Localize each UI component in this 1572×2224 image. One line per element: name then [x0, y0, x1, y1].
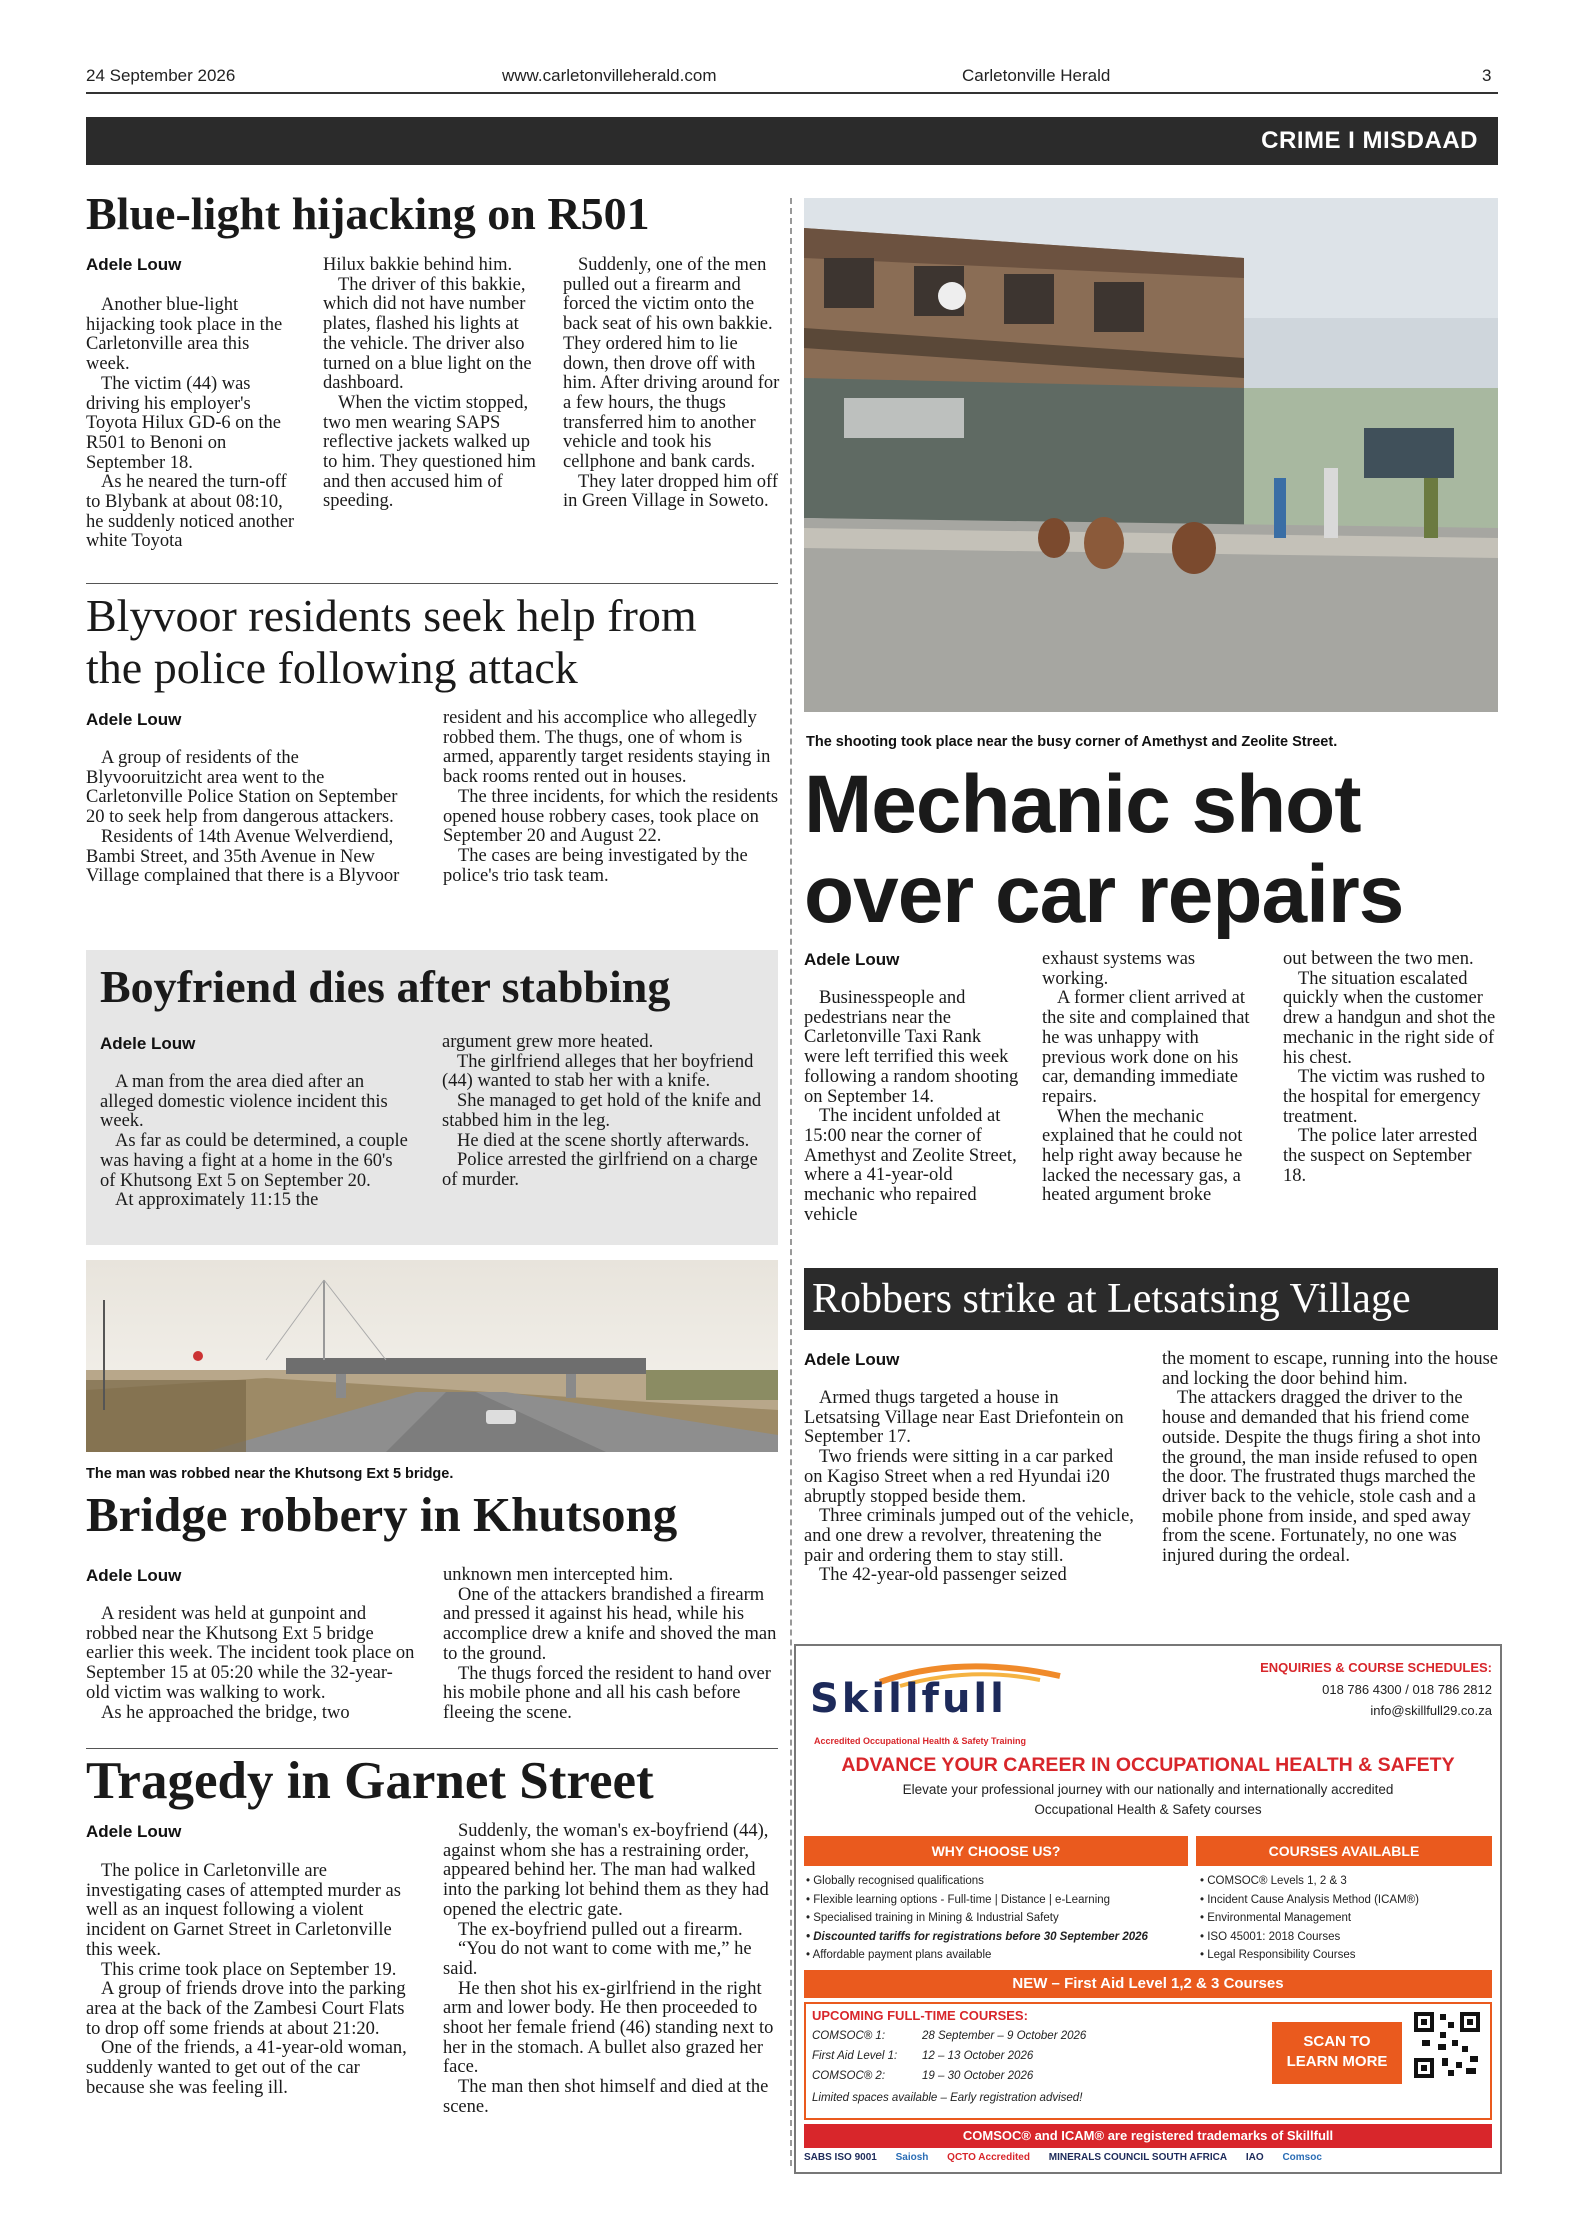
paragraph: When the victim stopped, two men wearing SAPS reflective jackets walked up to him. They questioned him and then accused him of speeding. [323, 392, 536, 512]
article5-col1 [86, 1862, 416, 2098]
courses-heading: COURSES AVAILABLE [1196, 1836, 1492, 1866]
paragraph: argument grew more heated. [442, 1032, 654, 1052]
list-item: • Specialised training in Mining & Industrial Safety [806, 1909, 1190, 1928]
brand-tagline: Accredited Occupational Health & Safety Training [814, 1736, 1027, 1746]
bridge-illustration [86, 1260, 778, 1452]
paragraph: One of the attackers brandished a firearm and pressed it against his head, while his accomplice drew a knife and shoved the man to the ground. [443, 1584, 777, 1664]
paragraph: Hilux bakkie behind him. [323, 255, 513, 275]
paragraph: Businesspeople and pedestrians near the Carletonville Taxi Rank were left terrified this week following a random shooting on September 14. [804, 988, 1019, 1107]
list-item: • Affordable payment plans available [806, 1946, 1190, 1965]
paragraph: Two friends were sitting in a car parked on Kagiso Street when a red Hyundai i20 abruptly stopped beside them. [804, 1447, 1114, 1507]
article2-byline: Adele Louw [86, 710, 182, 729]
new-courses-banner: NEW – First Aid Level 1,2 & 3 Courses [804, 1970, 1492, 1998]
paragraph: When the mechanic explained that he could not help right away because he lacked the necessary gas, a heated argument broke [1042, 1106, 1243, 1206]
article-separator [86, 583, 778, 584]
paragraph: He then shot his ex-girlfriend in the right arm and lower body. He then proceeded to shoot her female friend (46) standing next to her in the stomach. A bullet also grazed her face. [443, 1978, 774, 2078]
article6-col2 [1042, 950, 1264, 1206]
paragraph: One of the friends, a 41-year-old woman, suddenly wanted to get out of the car because she was feeling ill. [86, 2038, 407, 2098]
accreditation-logos [804, 2152, 1492, 2170]
article4-col1 [86, 1605, 416, 1723]
comsoc-logo: Comsoc [1282, 2152, 1322, 2163]
article7-col1 [804, 1389, 1134, 1586]
section-label: CRIME I MISDAAD [1261, 127, 1478, 154]
list-item: • Flexible learning options - Full-time | Distance | e-Learning [806, 1891, 1190, 1910]
headline-line: the police following attack [86, 641, 578, 693]
article6-col3 [1283, 950, 1498, 1186]
paragraph: As far as could be determined, a couple was having a fight at a home in the 60's of Khutsong Ext 5 on September 20. [100, 1131, 408, 1191]
article5-byline: Adele Louw [86, 1822, 182, 1841]
qcto-logo: QCTO Accredited [947, 2152, 1030, 2163]
article5-col2 [443, 1822, 779, 2118]
paragraph: out between the two men. [1283, 949, 1474, 969]
saiosh-logo: Saiosh [895, 2152, 929, 2163]
paragraph: A resident was held at gunpoint and robbed near the Khutsong Ext 5 bridge earlier this week. The incident took place on September 15 at 05:20 while the 32-year-old victim was walking to work. [86, 1604, 415, 1703]
headline-line: Mechanic shot [804, 759, 1361, 850]
paragraph: As he approached the bridge, two [101, 1702, 350, 1723]
paragraph: exhaust systems was working. [1042, 949, 1196, 989]
article1-col3 [563, 256, 783, 512]
phone-numbers[interactable]: 018 786 4300 / 018 786 2812 [1322, 1682, 1492, 1697]
courses-list [1200, 1872, 1496, 1965]
paragraph: The victim was rushed to the hospital for emergency treatment. [1283, 1067, 1486, 1127]
article5-headline: Tragedy in Garnet Street [86, 1752, 654, 1810]
paragraph: “You do not want to come with me,” he said. [443, 1939, 752, 1979]
publication-name: Carletonville Herald [962, 66, 1111, 85]
paragraph: Armed thugs targeted a house in Letsatsing Village near East Driefontein on September 17. [804, 1388, 1124, 1448]
paragraph: The police later arrested the suspect on September 18. [1283, 1126, 1478, 1186]
website-link[interactable]: www.carletonvilleherald.com [502, 66, 717, 85]
sabs-logo: SABS ISO 9001 [804, 2152, 877, 2163]
paragraph: The victim (44) was driving his employer's Toyota Hilux GD-6 on the R501 to Benoni on September 18. [86, 373, 281, 473]
article3-col1 [100, 1073, 408, 1211]
paragraph: Suddenly, the woman's ex-boyfriend (44), against whom she has a restraining order, appeared behind her. The man had walked into the parking lot behind them as they had opened the electric gate. [443, 1821, 769, 1920]
email-address[interactable]: info@skillfull29.co.za [1370, 1703, 1492, 1718]
article1-col2 [323, 256, 538, 512]
minerals-council-logo: MINERALS COUNCIL SOUTH AFRICA [1048, 2152, 1228, 2163]
article7-headline-band [804, 1268, 1498, 1330]
upcoming-row [812, 2030, 1086, 2042]
street-photo-caption: The shooting took place near the busy corner of Amethyst and Zeolite Street. [806, 734, 1338, 750]
paragraph: Police arrested the girlfriend on a charge of murder. [442, 1150, 758, 1190]
article7-col2 [1162, 1350, 1498, 1567]
article7-byline: Adele Louw [804, 1350, 900, 1369]
paragraph: The man then shot himself and died at the scene. [443, 2077, 769, 2117]
paragraph: As he neared the turn-off to Blybank at about 08:10, he suddenly noticed another white Toyota [86, 472, 295, 552]
course-dates: 28 September – 9 October 2026 [922, 2030, 1087, 2042]
paragraph: A man from the area died after an alleged domestic violence incident this week. [100, 1072, 388, 1132]
paragraph: The situation escalated quickly when the customer drew a handgun and shot the mechanic in the right side of his chest. [1283, 968, 1496, 1068]
bridge-photo-caption: The man was robbed near the Khutsong Ext 5 bridge. [86, 1466, 454, 1482]
list-item: • COMSOC® Levels 1, 2 & 3 [1200, 1872, 1496, 1891]
course-name: COMSOC® 2: [812, 2070, 886, 2082]
paragraph: The attackers dragged the driver to the house and demanded that his friend come outside. Despite the thugs firing a shot into the ground, the man inside refused to open the door. The frustrated thugs marched the driver back to the vehicle, stole cash and a mobile phone from inside, and sped away from the scene. Fortunately, no one was injured during the ordeal. [1162, 1388, 1481, 1567]
article6-col1 [804, 989, 1020, 1225]
street-illustration [804, 198, 1498, 712]
paragraph: She managed to get hold of the knife and stabbed him in the leg. [442, 1091, 762, 1131]
list-item: • Incident Cause Analysis Method (ICAM®) [1200, 1891, 1496, 1910]
paragraph: resident and his accomplice who allegedly robbed them. The thugs, one of whom is armed, apparently target residents staying in back rooms rented out in houses. [443, 708, 771, 788]
article4-byline: Adele Louw [86, 1566, 182, 1585]
upcoming-title: UPCOMING FULL-TIME COURSES: [812, 2008, 1028, 2023]
article3-col2 [442, 1033, 768, 1191]
headline-line: Blyvoor residents seek help from [86, 590, 697, 641]
list-item: • Environmental Management [1200, 1909, 1496, 1928]
paragraph: The cases are being investigated by the police's trio task team. [443, 845, 748, 886]
paragraph: A group of friends drove into the parking area at the back of the Zambesi Court Flats to drop off some friends at about 21:20. [86, 1979, 406, 2039]
course-dates: 12 – 13 October 2026 [922, 2050, 1034, 2062]
brand-name: Skillfull [810, 1676, 1007, 1722]
scan-to-learn-button[interactable] [1272, 2022, 1402, 2084]
skillfull-logo [810, 1660, 1150, 1746]
paragraph: The girlfriend alleges that her boyfriend (44) wanted to stab her with a knife. [442, 1051, 754, 1092]
iao-logo: IAO [1245, 2152, 1264, 2163]
article6-headline [804, 759, 1504, 941]
paragraph: This crime took place on September 19. [101, 1959, 397, 1980]
article3-byline: Adele Louw [100, 1034, 196, 1053]
scan-label: SCAN TO [1303, 2033, 1371, 2050]
qr-code-icon[interactable] [1412, 2010, 1482, 2080]
ad-subline: Elevate your professional journey with our nationally and internationally accredited [902, 1782, 1394, 1797]
skillfull-advertisement[interactable] [794, 1644, 1502, 2174]
course-name: COMSOC® 1: [812, 2030, 886, 2042]
upcoming-row [812, 2070, 1033, 2082]
paragraph: He died at the scene shortly afterwards. [457, 1130, 750, 1151]
article7-headline: Robbers strike at Letsatsing Village [812, 1276, 1411, 1322]
list-item: • Legal Responsibility Courses [1200, 1946, 1496, 1965]
article1-headline: Blue-light hijacking on R501 [86, 188, 650, 239]
paragraph: The police in Carletonville are investigating cases of attempted murder as well as an inquest following a violent incident on Garnet Street in Carletonville this week. [86, 1861, 401, 1960]
article6-byline: Adele Louw [804, 950, 900, 969]
ad-headline: ADVANCE YOUR CAREER IN OCCUPATIONAL HEALTH & SAFETY [841, 1754, 1455, 1776]
paragraph: unknown men intercepted him. [443, 1565, 674, 1585]
course-dates: 19 – 30 October 2026 [922, 2070, 1034, 2082]
article4-col2 [443, 1566, 779, 1724]
list-item: • Globally recognised qualifications [806, 1872, 1190, 1891]
article1-byline: Adele Louw [86, 255, 182, 274]
article-separator [86, 1748, 778, 1749]
qr-code-graphic [1412, 2010, 1482, 2080]
limited-notice: Limited spaces available – Early registration advised! [812, 2092, 1083, 2104]
paragraph: The 42-year-old passenger seized [819, 1565, 1067, 1586]
issue-date: 24 September 2026 [86, 66, 236, 85]
why-choose-list [806, 1872, 1190, 1965]
paragraph: The incident unfolded at 15:00 near the corner of Amethyst and Zeolite Street, where a 41-year-old mechanic who repaired vehicle [804, 1106, 1017, 1225]
trademark-bar: COMSOC® and ICAM® are registered trademarks of Skillfull [804, 2124, 1492, 2148]
scan-label: LEARN MORE [1286, 2053, 1388, 2070]
ad-subline: Occupational Health & Safety courses [1034, 1802, 1262, 1817]
paragraph: A group of residents of the Blyvooruitzicht area went to the Carletonville Police Station on September 20 to seek help from dangerous attackers. [86, 748, 398, 828]
paragraph: They later dropped him off in Green Village in Soweto. [563, 471, 779, 512]
article1-col1 [86, 296, 296, 552]
upcoming-row [812, 2050, 1033, 2062]
paragraph: The thugs forced the resident to hand over his mobile phone and all his cash before fleeing the scene. [443, 1663, 771, 1723]
article2-headline [86, 590, 786, 693]
header-rule [86, 92, 1498, 94]
paragraph: Three criminals jumped out of the vehicle, and one drew a revolver, threatening the pair and ordering them to stay still. [804, 1506, 1134, 1566]
article4-headline: Bridge robbery in Khutsong [86, 1487, 678, 1542]
list-item: • ISO 45001: 2018 Courses [1200, 1928, 1496, 1947]
paragraph: the moment to escape, running into the house and locking the door behind him. [1162, 1349, 1499, 1389]
upcoming-box [804, 2002, 1492, 2120]
course-name: First Aid Level 1: [812, 2050, 898, 2062]
paragraph: The driver of this bakkie, which did not have number plates, flashed his lights at the vehicle. The driver also turned on a blue light on the dashboard. [323, 274, 532, 394]
list-item: • Discounted tariffs for registrations before 30 September 2026 [806, 1928, 1190, 1947]
paragraph: Another blue-light hijacking took place in the Carletonville area this week. [86, 295, 283, 375]
why-choose-heading: WHY CHOOSE US? [804, 1836, 1188, 1866]
street-photo [804, 198, 1498, 712]
bridge-photo [86, 1260, 778, 1452]
headline-line: over car repairs [804, 849, 1404, 941]
paragraph: The three incidents, for which the residents opened house robbery cases, took place on September 20 and August 22. [443, 786, 779, 847]
paragraph: Suddenly, one of the men pulled out a firearm and forced the victim onto the back seat of his own bakkie. They ordered him to lie down, then drove off with him. After driving around for a few hours, the thugs transferred him to another vehicle and took his cellphone and bank cards. [563, 255, 780, 473]
article2-col2 [443, 709, 779, 886]
article2-col1 [86, 749, 406, 887]
paragraph: Residents of 14th Avenue Welverdiend, Bambi Street, and 35th Avenue in New Village complained that there is a Blyvoor [86, 826, 400, 887]
page-number: 3 [1482, 66, 1492, 85]
paragraph: The ex-boyfriend pulled out a firearm. [458, 1919, 743, 1940]
article3-headline: Boyfriend dies after stabbing [100, 961, 671, 1012]
paragraph: At approximately 11:15 the [115, 1190, 319, 1211]
paragraph: A former client arrived at the site and complained that he was unhappy with previous work done on his car, demanding immediate repairs. [1042, 988, 1250, 1107]
enquiries-title: ENQUIRIES & COURSE SCHEDULES: [1260, 1660, 1492, 1675]
column-divider [790, 198, 792, 2166]
section-band [86, 117, 1498, 165]
